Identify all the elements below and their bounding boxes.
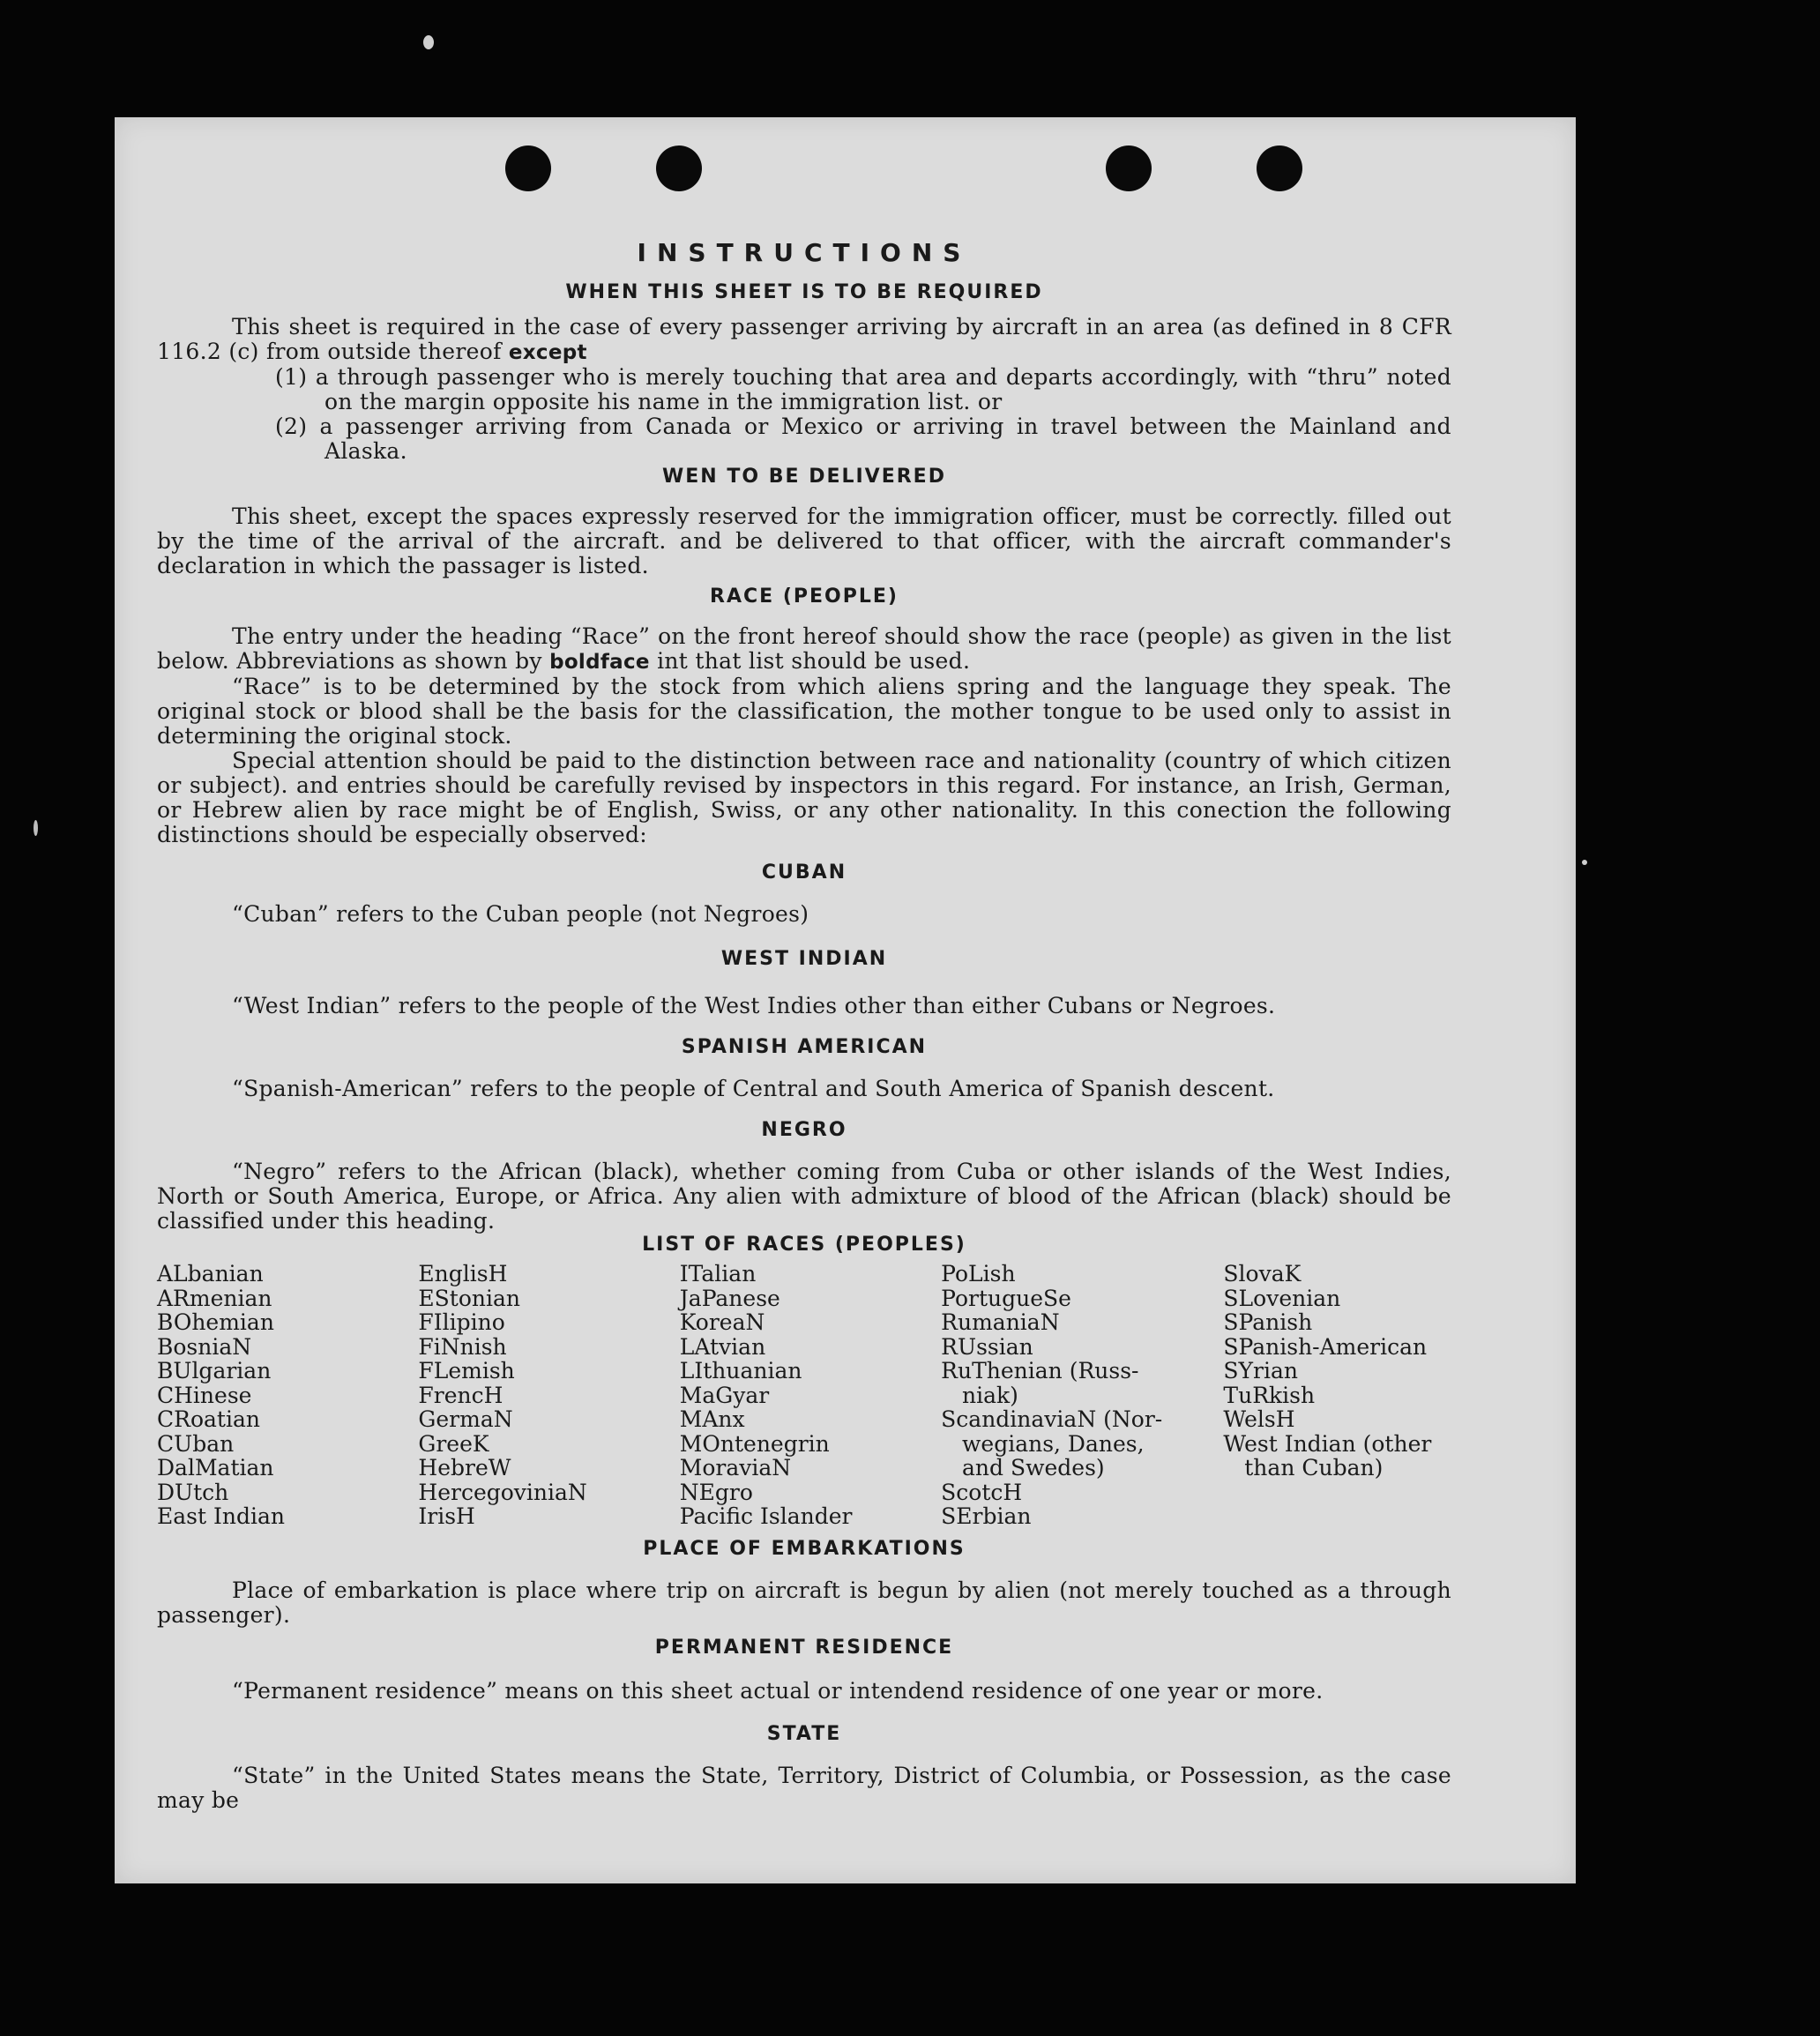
race-entry: DalMatian — [157, 1455, 274, 1480]
race-entry: RumaniaN — [941, 1309, 1060, 1335]
section-heading-state: STATE — [766, 1722, 842, 1745]
film-speck — [1582, 860, 1587, 865]
document-page — [115, 117, 1576, 1883]
race-paragraph-2: “Race” is to be determined by the stock from which aliens spring and the language they speak. The original stock or blood shall be the basis for the classification, the mother tongue to be used only to assist in determining the original stock. — [157, 674, 1451, 749]
race-entry: MoraviaN — [679, 1455, 792, 1480]
section-heading-embarkation: PLACE OF EMBARKATIONS — [643, 1537, 966, 1560]
race-paragraph-1: The entry under the heading “Race” on the front hereof should show the race (people) as given in the list below. Abbreviations as shown by boldface int that list should be used. — [157, 623, 1451, 674]
race-entry: ARmenian — [157, 1285, 272, 1311]
race-entry: EStonian — [418, 1285, 520, 1311]
section-heading-list-of-races: LIST OF RACES (PEOPLES) — [642, 1234, 966, 1256]
punch-hole — [505, 145, 551, 191]
race-entry: NEgro — [679, 1479, 753, 1505]
exception-item-2: (2) a passenger arriving from Canada or Mexico or arriving in travel between the Mainland and Alaska. — [275, 414, 1451, 464]
race-entry: ALbanian — [157, 1261, 264, 1286]
section-heading-delivered: WEN TO BE DELIVERED — [662, 466, 946, 488]
race-entry: FLemish — [418, 1358, 515, 1383]
race-entry: East Indian — [157, 1503, 285, 1529]
state-paragraph: “State” in the United States means the State, Territory, District of Columbia, or Possession, as the case may be — [157, 1762, 1451, 1813]
west-indian-paragraph: “West Indian” refers to the people of the West Indies other than either Cubans or Negroes. — [232, 993, 1276, 1018]
exception-item-1: (1) a through passenger who is merely touching that area and departs accordingly, with “thru” noted on the margin opposite his name in the immigration list. or — [275, 364, 1451, 414]
punch-hole — [1106, 145, 1152, 191]
race-entry: MAnx — [679, 1406, 745, 1432]
race-entry: TuRkish — [1223, 1382, 1316, 1408]
section-heading-spanish-american: SPANISH AMERICAN — [681, 1036, 928, 1058]
race-entry: ITalian — [679, 1261, 757, 1286]
embarkation-paragraph: Place of embarkation is place where trip on aircraft is begun by alien (not merely touched as a through passenger). — [157, 1577, 1451, 1628]
race-entry: FrencH — [418, 1382, 503, 1408]
page-title: INSTRUCTIONS — [637, 238, 972, 267]
race-entry: SlovaK — [1223, 1261, 1302, 1286]
permanent-residence-paragraph: “Permanent residence” means on this sheet actual or intendend residence of one year or more. — [232, 1677, 1324, 1704]
race-entry: PoLish — [941, 1261, 1016, 1286]
race-entry: wegians, Danes, — [941, 1430, 1145, 1457]
section-heading-permanent-residence: PERMANENT RESIDENCE — [654, 1636, 954, 1659]
race-entry: KoreaN — [679, 1309, 765, 1335]
race-entry: DUtch — [157, 1479, 229, 1505]
film-speck — [423, 35, 434, 49]
section-heading-west-indian: WEST INDIAN — [720, 948, 888, 970]
race-entry: ScandinaviaN (Nor- — [941, 1406, 1163, 1432]
punch-hole — [1257, 145, 1302, 191]
race-entry: LIthuanian — [679, 1358, 802, 1383]
race-entry: SPanish-American — [1223, 1333, 1428, 1360]
race-entry: than Cuban) — [1223, 1455, 1384, 1480]
race-entry: CHinese — [157, 1382, 252, 1408]
race-entry: ScotcH — [941, 1479, 1023, 1505]
race-entry: CUban — [157, 1430, 235, 1457]
spanish-american-paragraph: “Spanish-American” refers to the people of Central and South America of Spanish descent. — [232, 1076, 1275, 1101]
race-entry: SYrian — [1223, 1358, 1299, 1383]
race-entry: SLovenian — [1223, 1285, 1341, 1311]
race-entry: FiNnish — [418, 1333, 507, 1360]
race-entry: SErbian — [941, 1503, 1032, 1529]
race-entry: MaGyar — [679, 1382, 770, 1408]
race-entry: BosniaN — [157, 1333, 252, 1360]
race-entry: and Swedes) — [941, 1455, 1105, 1480]
race-entry: PortugueSe — [941, 1285, 1071, 1311]
races-column — [680, 1262, 941, 1529]
race-entry: niak) — [941, 1382, 1018, 1408]
section-heading-required: WHEN THIS SHEET IS TO BE REQUIRED — [565, 281, 1043, 303]
required-paragraph: This sheet is required in the case of every passenger arriving by aircraft in an area (as defined in 8 CFR 116.2 (c) from outside thereof except — [157, 314, 1451, 364]
race-paragraph-3: Special attention should be paid to the distinction between race and nationality (country of which citizen or subject). and entries should be carefully revised by inspectors in this regard. For instance, an Irish, German, or Hebrew alien by race might be of English, Swiss, or any other nationality. In this conection the following distinctions should be especially observed: — [157, 748, 1451, 847]
race-entry: SPanish — [1223, 1309, 1313, 1335]
instructions-content — [157, 238, 1451, 1813]
race-entry: RUssian — [941, 1333, 1033, 1360]
race-entry: WelsH — [1223, 1406, 1295, 1432]
race-entry: EnglisH — [418, 1261, 508, 1286]
race-entry: CRoatian — [157, 1406, 260, 1432]
film-speck — [34, 820, 38, 836]
race-entry: GreeK — [418, 1430, 489, 1457]
races-column — [157, 1262, 418, 1529]
race-entry: BOhemian — [157, 1309, 274, 1335]
race-entry: West Indian (other — [1223, 1430, 1432, 1457]
race-entry: LAtvian — [679, 1333, 766, 1360]
race-entry: BUlgarian — [157, 1358, 272, 1383]
races-column — [1223, 1262, 1451, 1529]
race-entry: Pacific Islander — [679, 1503, 853, 1529]
negro-paragraph: “Negro” refers to the African (black), whether coming from Cuba or other islands of the West Indies, North or South America, Europe, or Africa. Any alien with admixture of blood of the African (black) should be classified under this heading. — [157, 1159, 1451, 1234]
race-entry: GermaN — [418, 1406, 513, 1432]
section-heading-race: RACE (PEOPLE) — [710, 585, 899, 608]
races-column — [418, 1262, 679, 1529]
races-table — [157, 1262, 1451, 1529]
race-entry: MOntenegrin — [679, 1430, 830, 1457]
cuban-paragraph: “Cuban” refers to the Cuban people (not Negroes) — [232, 901, 809, 927]
punch-hole — [656, 145, 702, 191]
races-column — [941, 1262, 1223, 1529]
race-entry: HercegoviniaN — [418, 1479, 587, 1505]
race-entry: RuThenian (Russ- — [941, 1358, 1139, 1383]
race-entry: JaPanese — [679, 1285, 780, 1311]
race-entry: IrisH — [418, 1503, 475, 1529]
delivered-paragraph: This sheet, except the spaces expressly reserved for the immigration officer, must be correctly. filled out by the time of the arrival of the aircraft. and be delivered to that officer, with the aircraft commander's declaration in which the passager is listed. — [157, 503, 1451, 578]
section-heading-negro: NEGRO — [761, 1119, 847, 1141]
section-heading-cuban: CUBAN — [761, 861, 847, 884]
race-entry: HebreW — [418, 1455, 511, 1480]
race-entry: FIlipino — [418, 1309, 505, 1335]
